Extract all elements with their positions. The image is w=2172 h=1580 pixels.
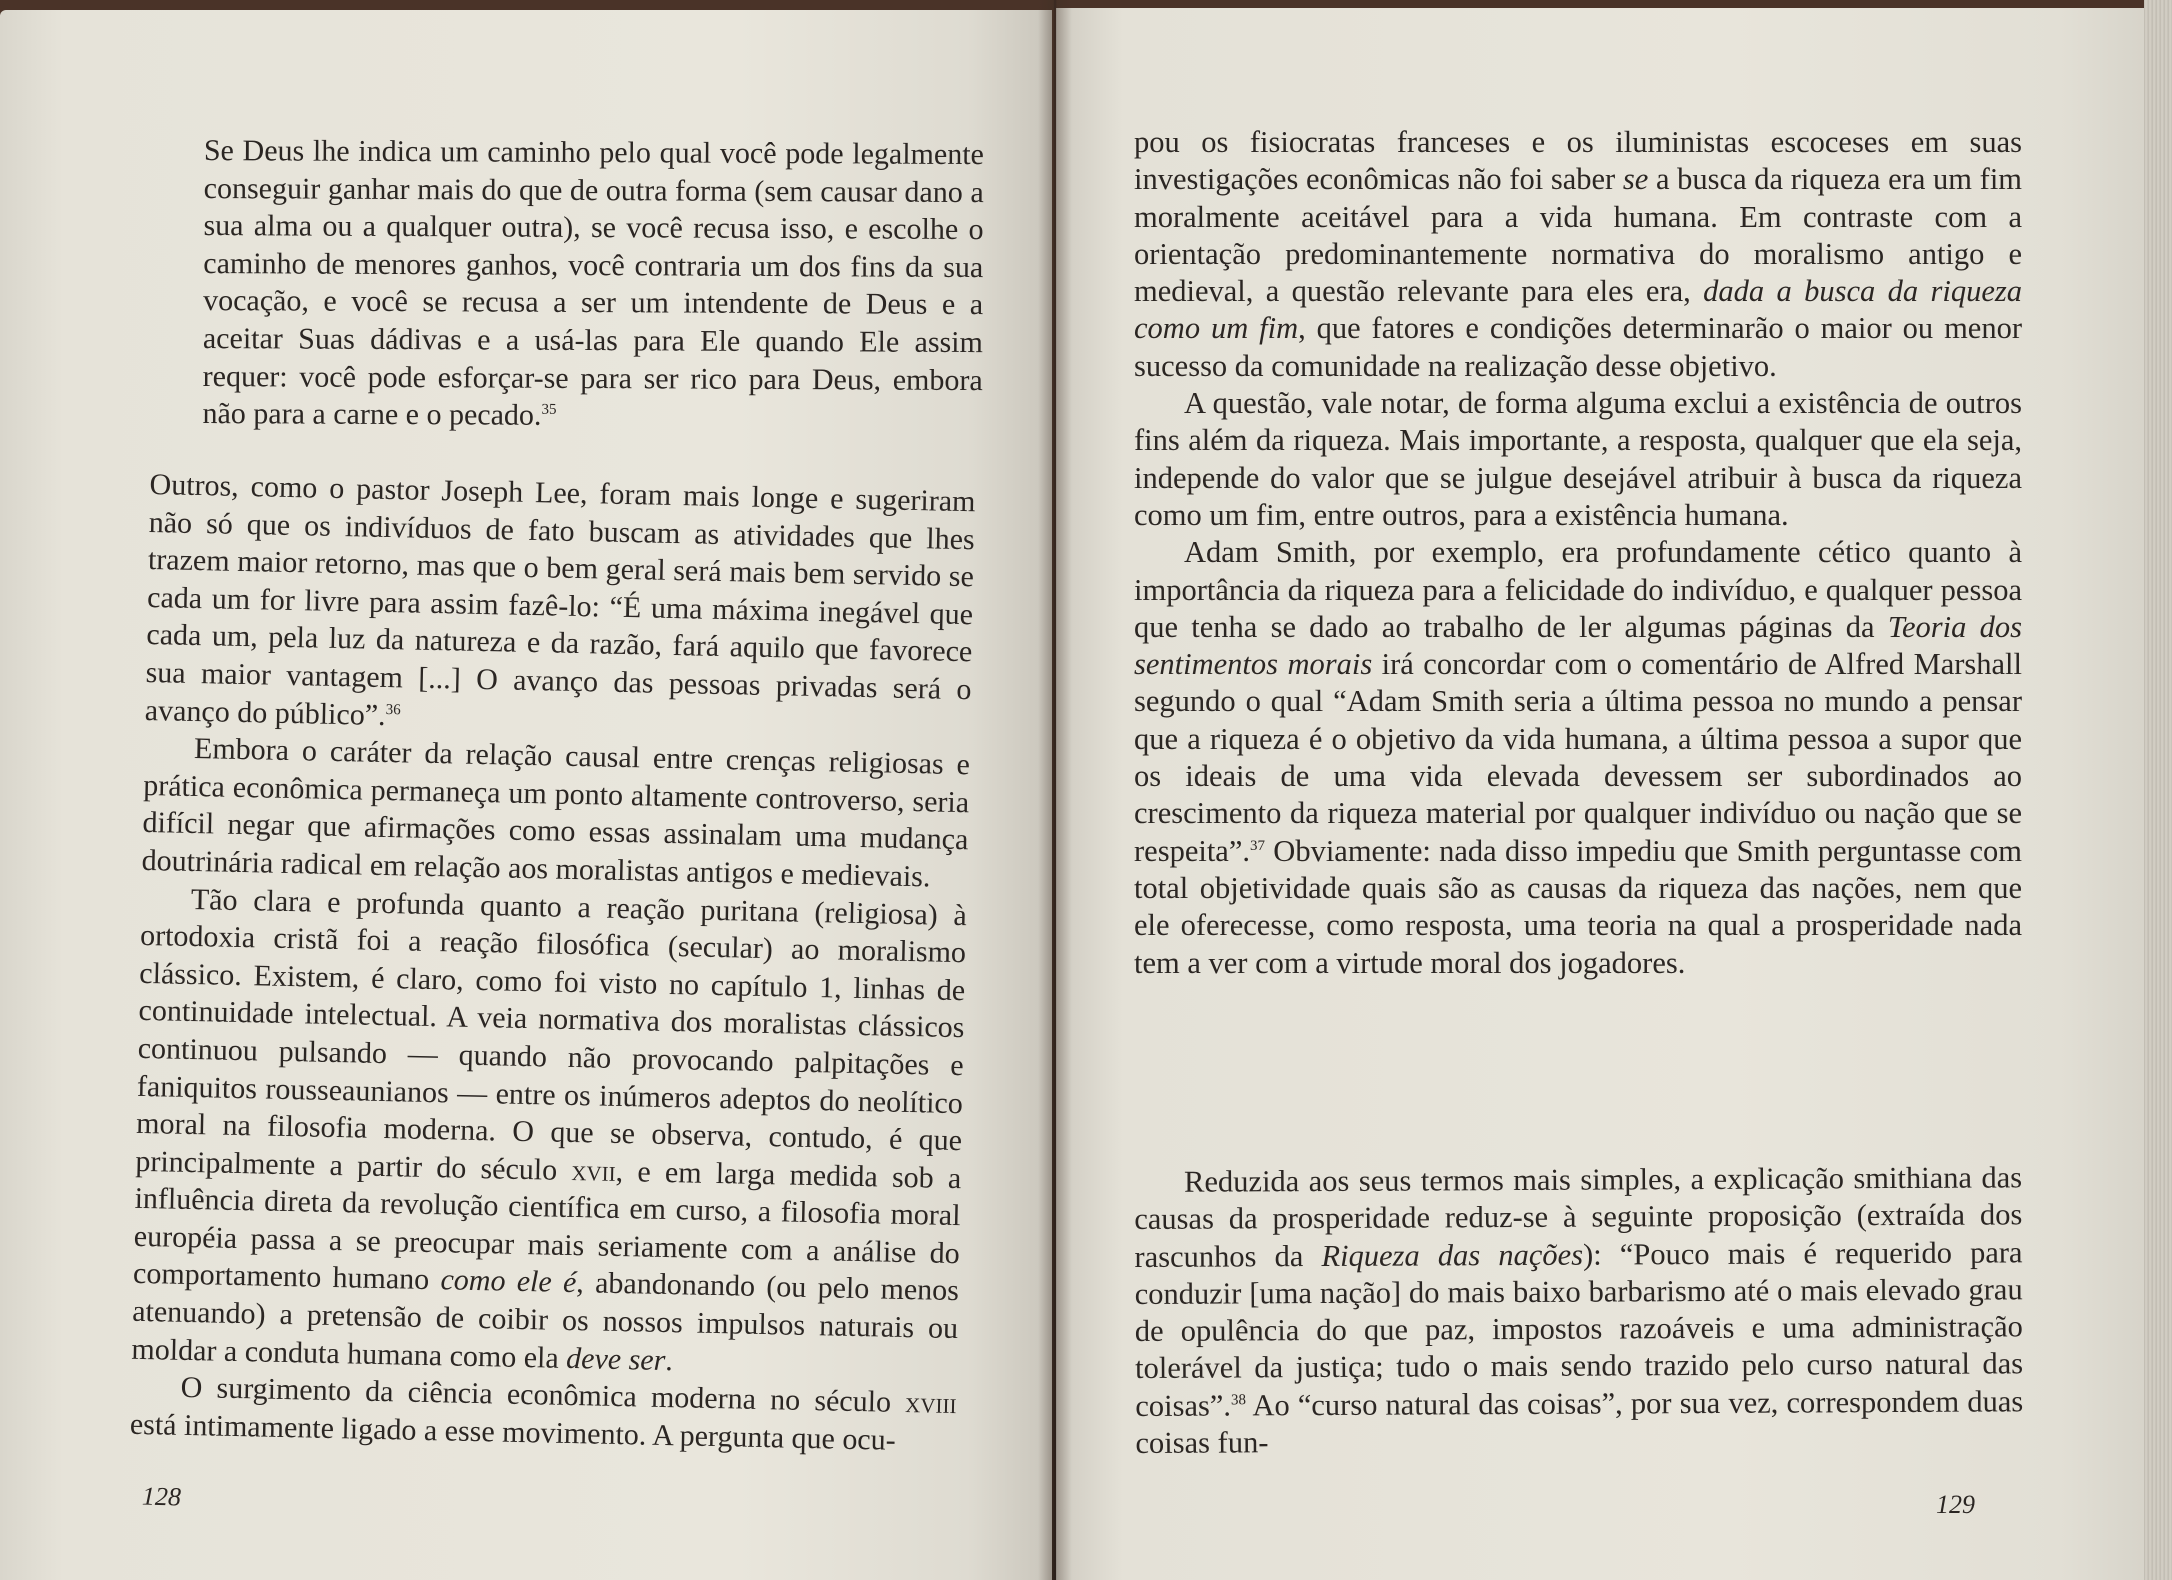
paragraph: O surgimento da ciência econômica moderna no século xviii está intimamente ligado a esse movimento. A pergunta que ocu-	[129, 1371, 957, 1457]
right-page	[1056, 8, 2172, 1580]
left-body-text	[130, 466, 976, 1461]
footnote-marker: 37	[1250, 837, 1265, 854]
footnote-marker: 36	[385, 701, 401, 718]
left-page	[0, 10, 1052, 1580]
page-number: 128	[141, 1481, 182, 1512]
paragraph: Adam Smith, por exemplo, era profundamente cético quanto à importância da riqueza para a felicidade do indivíduo, e qualquer pessoa que tenha se dado ao trabalho de ler algumas páginas da Teoria dos sentimentos morais irá concordar com o comentário de Alfred Marshall segundo o qual “Adam Smith seria a última pessoa no mundo a pensar que a riqueza é o objetivo da vida humana, a última pessoa a supor que os ideais de uma vida elevada devessem ser subordinados ao crescimento da riqueza material por qualquer indivíduo ou nação que se respeita”.$^{37}$ Obviamente: nada disso impediu que Smith perguntasse com total objetividade quais são as causas da riqueza das nações, nem que ele oferecesse, como resposta, uma teoria na qual a prosperidade nada tem a ver com a virtude moral dos jogadores.	[1134, 535, 2022, 980]
right-section-text	[1134, 1159, 2024, 1462]
right-body-text	[1134, 124, 2022, 982]
footnote-marker: 38	[1230, 1392, 1246, 1409]
paragraph: A questão, vale notar, de forma alguma exclui a existência de outros fins além da riqueza. Mais importante, a resposta, qualquer que ela seja, independe do valor que se julgue desejável atribuir à busca da riqueza como um fim, entre outros, para a existência humana.	[1134, 386, 2022, 532]
page-edges	[2144, 0, 2172, 1580]
paragraph: Reduzida aos seus termos mais simples, a explicação smithiana das causas da prosperidade reduz-se à seguinte proposição (extraída dos rascunhos da Riqueza das nações): “Pouco mais é requerido para conduzir [uma nação] do mais baixo barbarismo até o mais elevado grau de opulência do que paz, impostos razoáveis e uma administração tolerável da justiça; tudo o mais sendo trazido pelo curso natural das coisas”.$^{38}$ Ao “curso natural das coisas”, por sua vez, correspondem duas coisas fun-	[1134, 1160, 2024, 1461]
paragraph: Embora o caráter da relação causal entre crenças religiosas e prática econômica permaneça um ponto altamente controverso, seria difícil negar que afirmações como essas assinalam uma mudança doutrinária radical em relação aos moralistas antigos e medievais.	[141, 732, 971, 894]
paragraph: Outros, como o pastor Joseph Lee, foram mais longe e sugeriram não só que os indivíduos de fato buscam as atividades que lhes trazem maior retorno, mas que o bem geral será mais bem servido se cada um for livre para assim fazê-lo: “É uma máxima inegável que cada um, pela luz da natureza e da razão, fará aquilo que favorece sua maior vantagem [...] O avanço das pessoas privadas será o avanço do público”.$^{36}$	[144, 467, 976, 732]
page-number: 129	[1936, 1490, 1975, 1519]
footnote-marker: 35	[541, 401, 557, 419]
quote-paragraph: Se Deus lhe indica um caminho pelo qual você pode legalmente conseguir ganhar mais do que de outra forma (sem causar dano a sua alma ou a qualquer outra), se você recusa isso, e escolhe o caminho de menores ganhos, você contraria um dos fins da sua vocação, e você se recusa a ser um intendente de Deus e a aceitar Suas dádivas e a usá-las para Ele quando Ele assim requer: você pode esforçar-se para ser rico para Deus, embora não para a carne e o pecado.$^{35}$	[202, 133, 984, 432]
block-quote	[202, 132, 984, 437]
book-gutter	[1038, 0, 1072, 1580]
paragraph: Tão clara e profunda quanto a reação puritana (religiosa) à ortodoxia cristã foi a reação filosófica (secular) ao moralismo clássico. Existem, é claro, como foi visto no capítulo 1, linhas de continuidade intelectual. A veia normativa dos moralistas clássicos continuou pulsando — quando não provocando palpitações e faniquitos rousseaunianos — entre os inúmeros adeptos do neolítico moral na filosofia moderna. O que se observa, contudo, é que principalmente a partir do século xvii, e em larga medida sob a influência direta da revolução científica em curso, a filosofia moral européia passa a se preocupar mais seriamente com a análise do comportamento humano como ele é, abandonando (ou pelo menos atenuando) a pretensão de coibir os nossos impulsos naturais ou moldar a conduta humana como ela deve ser.	[131, 882, 968, 1377]
paragraph: pou os fisiocratas franceses e os iluministas escoceses em suas investigações econômicas não foi saber se a busca da riqueza era um fim moralmente aceitável para a vida humana. Em contraste com a orientação predominantemente normativa do moralismo antigo e medieval, a questão relevante para eles era, dada a busca da riqueza como um fim, que fatores e condições determinarão o maior ou menor sucesso da comunidade na realização desse objetivo.	[1134, 125, 2023, 383]
